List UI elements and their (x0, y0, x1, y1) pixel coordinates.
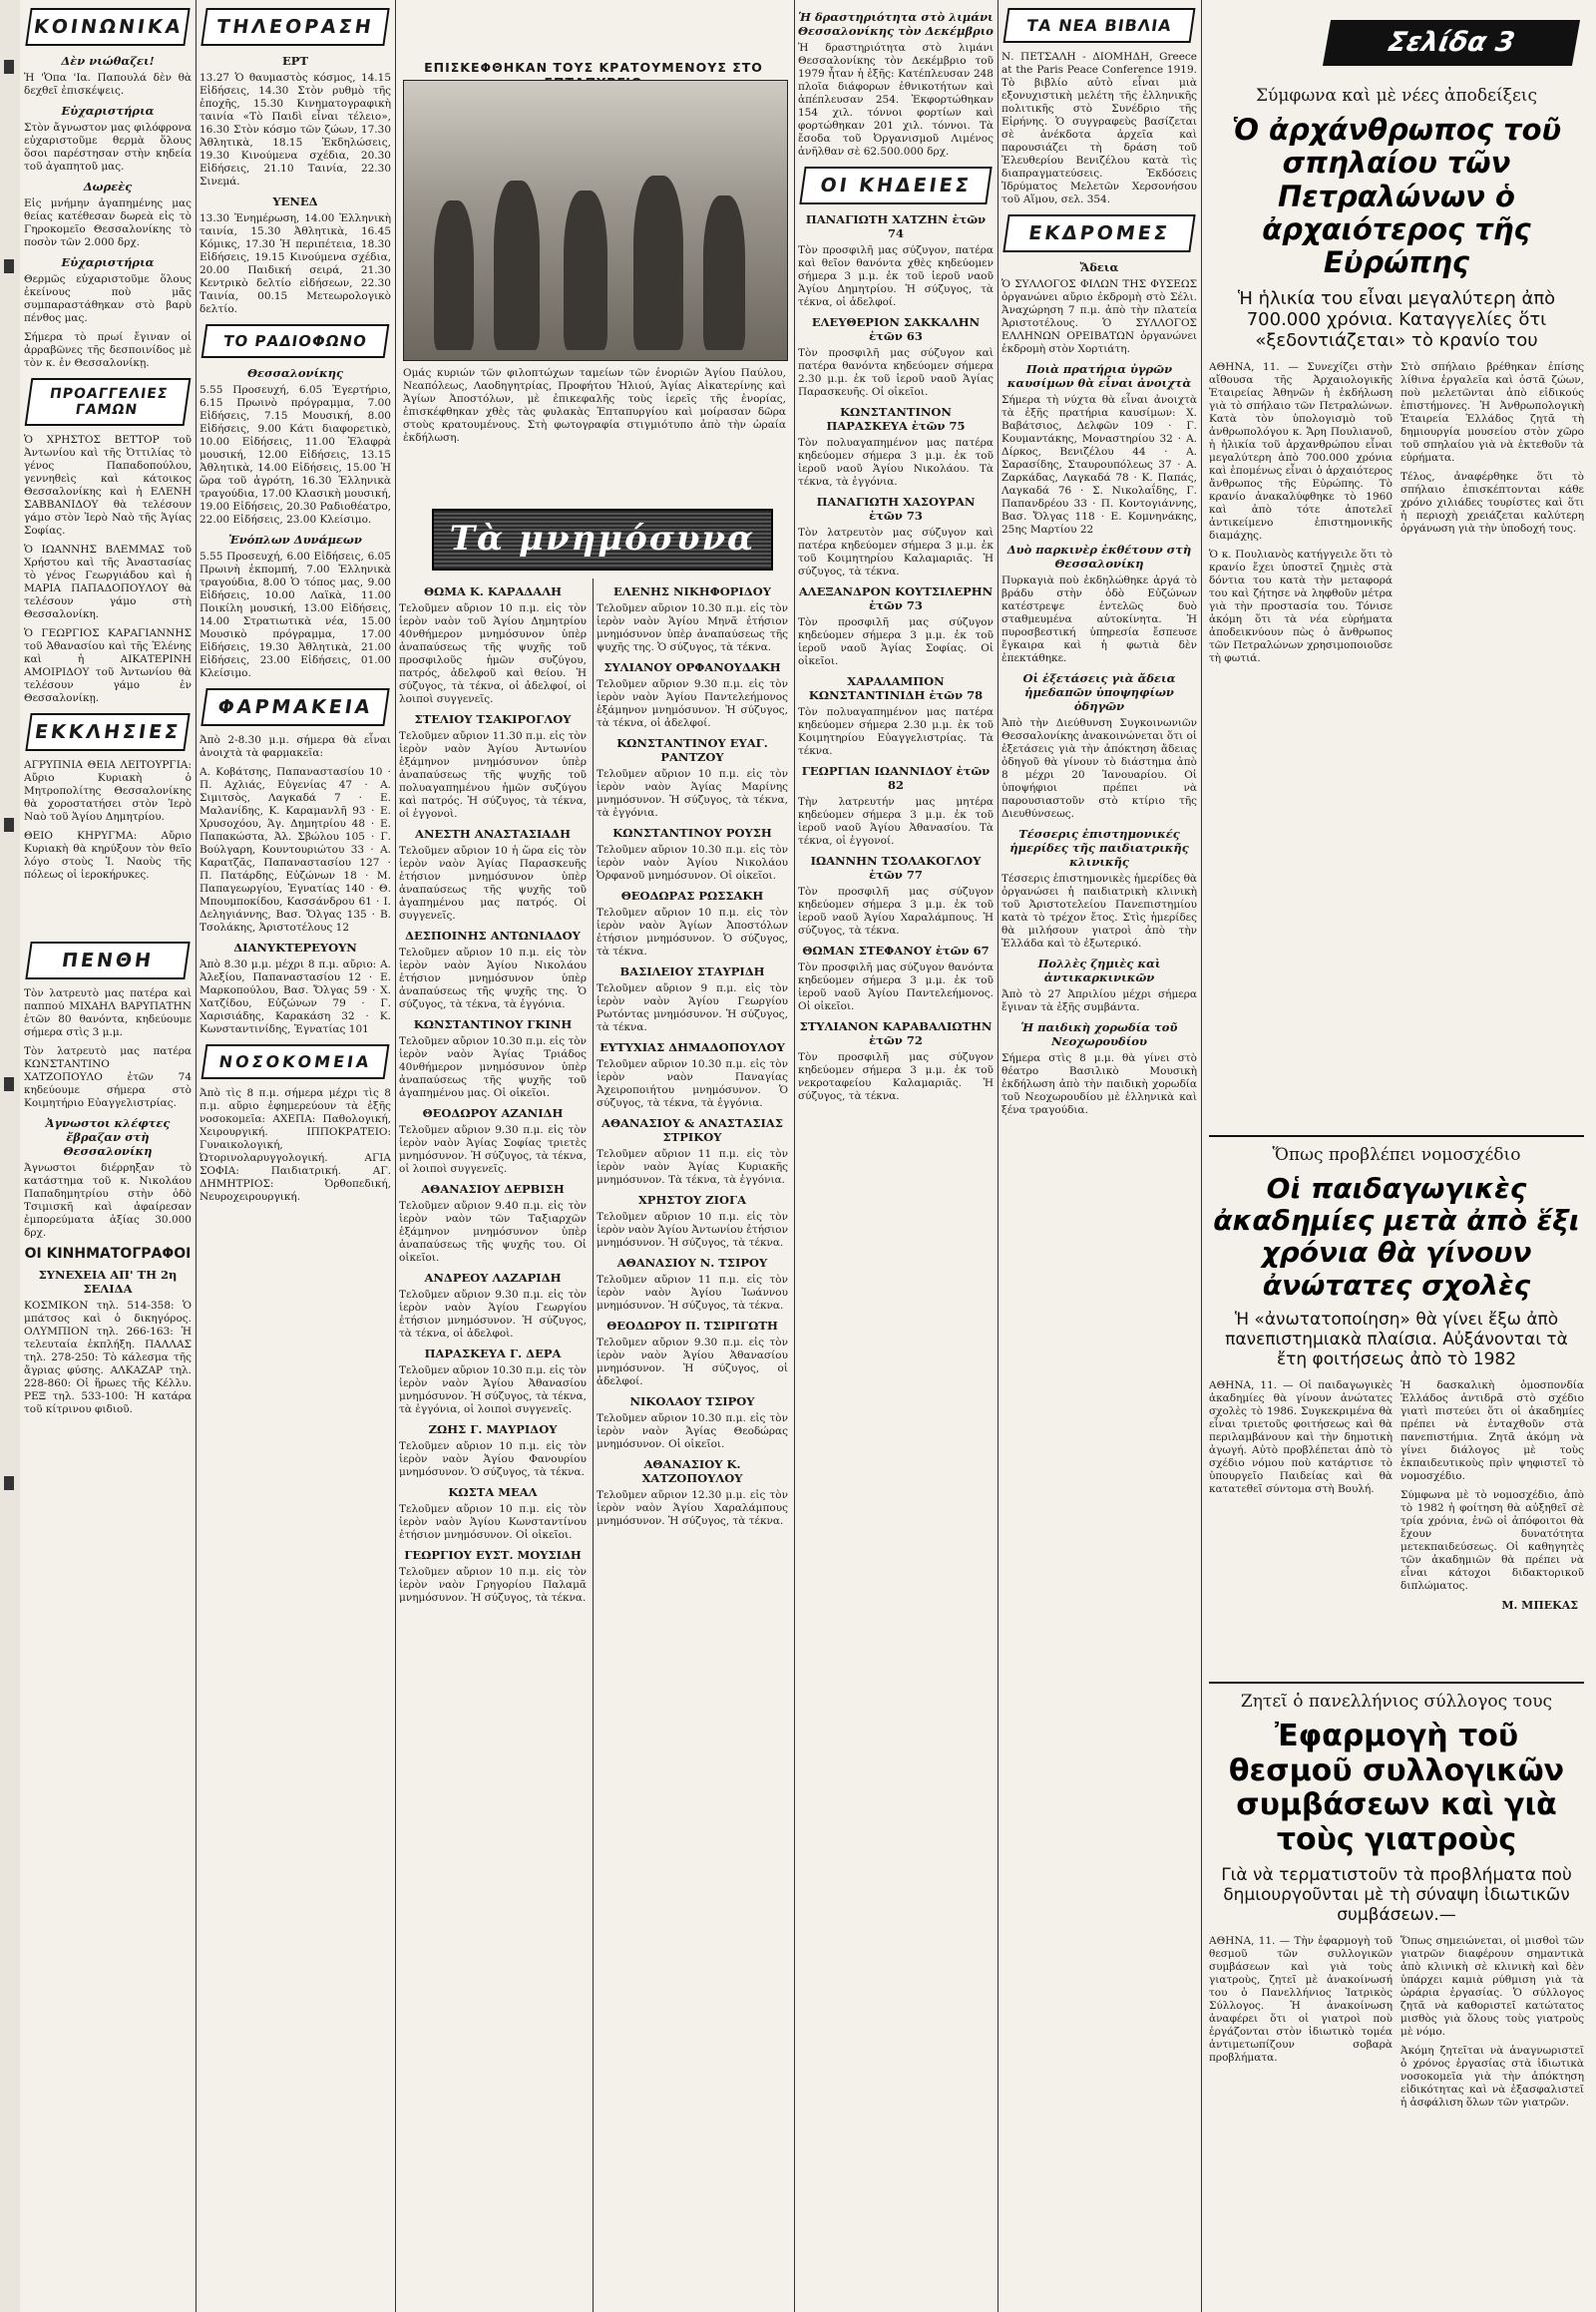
subhead: Πολλὲς ζημιὲς καὶ ἀντικαρκινικῶν (1037, 957, 1161, 984)
column-memorials-a (399, 578, 587, 2312)
lead-kicker: Σύμφωνα καὶ μὲ νέες ἀποδείξεις (1256, 86, 1537, 106)
subhead: Ποιὰ πρατήρια ὑγρῶν καυσίμων θὰ εἶναι ἀνοιχτὰ (1006, 362, 1192, 390)
tv-channel-ert: ΕΡΤ (282, 54, 308, 68)
paragraph: Τέσσερις ἐπιστημονικὲς ἡμερίδες θὰ ὀργανώσει ἡ παιδιατρικὴ κλινικὴ τοῦ Ἀριστοτελείου Πανεπιστημίου κατὰ τὸ τρέχον ἔτος. Στὶς ἡμερίδες θὰ μιλήσουν γιατροὶ ἀπὸ τὴν Ἑλλάδα καὶ τὸ ἐξωτερικό. (1001, 873, 1197, 950)
section-koinonika: ΚΟΙΝΩΝΙΚΑ (25, 8, 190, 46)
tv-schedule: 13.30 Ἐνημέρωση, 14.00 Ἑλληνικὴ ταινία, 15.30 Ἀθλητικὰ, 16.45 Κόμικς, 17.30 Ἡ περιπέτεια, 18.30 Εἰδήσεις, 19.15 Κινούμενα σχέδια, 20.00 Παιδική σειρά, 21.30 Κεντρικὸ δελτίο εἰδήσεων, 22.30 Ταινία, 00.15 Μετεωρολογικὸ δελτίο. (200, 212, 391, 315)
notice-text: Τὸν πολυαγαπημένον μας πατέρα κηδεύομεν σήμερα 3 μ.μ. ἐκ τοῦ ἱεροῦ ναοῦ Ἁγίου Νικολάου. Τὰ τέκνα, τὰ ἐγγόνια. (798, 437, 994, 488)
section-tileorasi: ΤΗΛΕΟΡΑΣΗ (200, 8, 389, 46)
subhead: Ἄδεια (1079, 260, 1119, 274)
notice-name: ΑΝΕΣΤΗ ΑΝΑΣΤΑΣΙΑΔΗ (415, 827, 571, 841)
notice-text: Τελοῦμεν αὔριον 10.30 π.μ. εἰς τὸν ἱερὸν ναὸν Ἁγίου Μηνᾶ ἐτήσιον μνημόσυνον ὑπὲρ ἀναπαύσεως τῆς ψυχῆς της. Ὁ σύζυγος, τὰ τέκνα. (597, 602, 788, 653)
church-notice: ΑΓΡΥΠΝΙΑ ΘΕΙΑ ΛΕΙΤΟΥΡΓΙΑ: Αὔριο Κυριακὴ ὁ Μητροπολίτης Θεσσαλονίκης θὰ χοροστατήσει στὸν Ἱερὸ Ναὸ τοῦ Ἁγίου Δημητρίου. (24, 759, 192, 823)
notice-name: ΚΩΝΣΤΑΝΤΙΝΟΥ ΡΟΥΣΗ (612, 826, 772, 840)
margin-mark (4, 259, 14, 273)
subhead: Ἡ δραστηριότητα στὸ λιμάνι Θεσσαλονίκης τὸν Δεκέμβριο (798, 10, 994, 38)
lead-body: Στὸ σπήλαιο βρέθηκαν ἐπίσης λίθινα ἐργαλεῖα καὶ ὀστᾶ ζώων, ποὺ μελετῶνται ἀπὸ εἰδικούς ἐπιστήμονες. Ἡ Ἀνθρωπολογικὴ Ἑταιρεία Ἑλλάδος ζητᾶ τὴ δημιουργία μουσείου στὸν χῶρο τοῦ σπηλαίου γιὰ νὰ ἐκτεθοῦν τὰ εὑρήματα. (1400, 360, 1584, 464)
subhead: Εὐχαριστήρια (61, 255, 155, 269)
margin-mark (4, 818, 14, 832)
section-nosokomeia: ΝΟΣΟΚΟΜΕΙΑ (201, 1044, 390, 1079)
paragraph: Θερμῶς εὐχαριστοῦμε ὅλους ἐκείνους ποὺ μᾶς συμπαραστάθηκαν στὸ βαρὺ πένθος μας. (24, 273, 192, 324)
notice-text: Τελοῦμεν αὔριον 10 π.μ. εἰς τὸν ἱερὸν ναὸν Ἁγίου Κωνσταντίνου ἐτήσιον μνημόσυνον. Οἱ οἰκεῖοι. (399, 1503, 587, 1541)
lead-article (1209, 80, 1584, 1177)
notice-name: ΣΥΛΙΑΝΟΥ ΟΡΦΑΝΟΥΔΑΚΗ (603, 660, 781, 674)
notice-name: ΑΘΑΝΑΣΙΟΥ ΔΕΡΒΙΣΗ (421, 1182, 565, 1196)
paragraph: Σήμερα τὸ πρωί ἔγιναν οἱ ἀρραβῶνες τῆς δεσποινίδος μὲ τὸν κ. ἐν Θεσσαλονίκῃ. (24, 331, 192, 369)
divider (1209, 1135, 1584, 1137)
paragraph: Ἀγνωστοι διέρρηξαν τὸ κατάστημα τοῦ κ. Νικολάου Παπαδημητρίου στὴν ὁδὸ Τσιμισκῆ καὶ ἀφαίρεσαν ἐμπορεύματα ἀξίας 30.000 δρχ. (24, 1162, 192, 1239)
column-rule (593, 578, 594, 2312)
notice-text: Τελοῦμεν αὔριον 9.30 π.μ. εἰς τὸν ἱερὸν ναὸν Ἁγίου Γεωργίου ἐτήσιον μνημόσυνον. Ἡ σύζυγος, τὰ τέκνα, οἱ ἀδελφοὶ. (399, 1289, 587, 1340)
notice-name: ΑΘΑΝΑΣΙΟΥ Κ. ΧΑΤΖΟΠΟΥΛΟΥ (641, 1457, 743, 1485)
notice-text: Τελοῦμεν αὔριον 10 π.μ. εἰς τὸν ἱερὸν ναὸν Ἁγίου Ἀντωνίου ἐτήσιον μνημόσυνον. Ἡ σύζυγος, τὰ τέκνα. (597, 1211, 788, 1249)
paragraph: Ἡ δραστηριότητα στὸ λιμάνι Θεσσαλονίκης τὸν Δεκέμβριο τοῦ 1979 ἦταν ἡ ἑξῆς: Κατέπλευσαν 248 πλοῖα διάφορων ἐθνικοτήτων καὶ ἀπέπλευσαν 254. Ἐκφορτώθηκαν 154 χιλ. τόννοι φορτίων καὶ φορτώθηκαν 201 χιλ. τόννοι. Τὰ ἔσοδα τοῦ Ὀργανισμοῦ Λιμένος ἀνῆλθαν σὲ 62.500.000 δρχ. (798, 42, 994, 158)
photo-caption: Ομάς κυριών τῶν φιλοπτώχων ταμείων τῶν ἐνοριῶν Ἁγίου Παύλου, Νεαπόλεως, Λαοδηγητρίας, Προφήτου Ἠλιού, Ἁγίας Αἰκατερίνης καὶ Ἁγίων Ἀποστόλων, μὲ ἐπικεφαλῆς τοὺς ἱερεῖς τῆς ἐνορίας, ἐπισκέφθηκαν χθὲς τὰς φυλακὰς Ἑπταπυργίου καὶ μοίρασαν δῶρα στοὺς κρατουμένους. Στὴ φωτογραφία στιγμιότυπο ἀπὸ τὴν ὡραία ἐκδήλωση. (403, 367, 786, 444)
section-penthi: ΠΕΝΘΗ (25, 942, 190, 979)
notice-text: Τελοῦμεν αὔριον 11.30 π.μ. εἰς τὸν ἱερὸν ναὸν Ἁγίου Ἀντωνίου ἑξάμηνον μνημόσυνον ὑπὲρ ἀναπαύσεως τῆς ψυχῆς τοῦ πολυαγαπημένου ἡμῶν συζύγου καὶ πατρός. Ἡ σύζυγος, τὰ τέκνα, οἱ ἐγγονοὶ. (399, 730, 587, 820)
section-proaggelies: ΠΡΟΑΓΓΕΛΙΕΣ ΓΑΜΩΝ (25, 378, 192, 426)
wedding-notice: Ὁ ΧΡΗΣΤΟΣ ΒΕΤΤΟΡ τοῦ Ἀντωνίου καὶ τῆς Ὀττιλίας τὸ γένος Παπαδοπούλου, γεννηθεὶς καὶ κάτοικος Θεσσαλονίκης καὶ ἡ ΕΛΕΝΗ ΣΑΒΒΑΝΙΔΟΥ θὰ τελέσουν γάμο στὸν Ἱερὸ Ναὸ τῆς Ἁγίας Σοφίας. (24, 434, 192, 537)
column-rule (1201, 0, 1202, 2312)
radio-schedule: 5.55 Προσευχή, 6.05 Ἐγερτήριο, 6.15 Πρωινὸ πρόγραμμα, 7.00 Εἰδήσεις, 7.15 Μουσική, 8.00 Εἰδήσεις, 9.00 Κάτι διαφορετικὸ, 10.00 Εἰδήσεις, 11.00 Ἐλαφρὰ μουσική, 12.00 Εἰδήσεις, 13.15 Ἀθλητικὰ, 14.00 Εἰδήσεις, 15.00 Ἡ ὥρα τοῦ ἀγρότη, 16.30 Ἑλληνικὰ τραγούδια, 17.00 Κλασικὴ μουσική, 19.00 Εἰδήσεις, 20.30 Ραδιοθέατρο, 22.00 Εἰδήσεις, 23.00 Κλείσιμο. (200, 384, 391, 526)
paragraph: Ἀπὸ τὸ 27 Ἀπριλίου μέχρι σήμερα ἔγιναν τὰ ἑξῆς συμβάντα. (1001, 988, 1197, 1013)
left-margin-strip (0, 0, 20, 2312)
notice-name: ΚΩΝΣΤΑΝΤΙΝΟΥ ΕΥΑΓ. ΡΑΝΤΖΟΥ (616, 736, 768, 764)
second-kicker: Ὅπως προβλέπει νομοσχέδιο (1272, 1145, 1521, 1165)
notice-name: ΧΡΗΣΤΟΥ ΖΙΟΓΑ (637, 1193, 747, 1207)
column-left (24, 0, 192, 2312)
byline: Μ. ΜΠΕΚΑΣ (1501, 1598, 1578, 1612)
second-body: ΑΘΗΝΑ, 11. — Οἱ παιδαγωγικὲς ἀκαδημίες θὰ γίνουν ἀνώτατες σχολὲς τὸ 1986. Συγκεκριμένα θὰ εἶναι τριετοῦς φοιτήσεως καὶ θὰ περιλαμβάνουν καὶ τὴν δημοτικὴ ἀγωγή. Αὐτὸ προβλέπεται ἀπὸ τὸ σχέδιο νόμου ποὺ κατάρτισε τὸ ὑπουργεῖο Παιδείας καὶ θὰ κατατεθεῖ σύντομα στὴ Βουλή. (1209, 1378, 1393, 1495)
column-listings (200, 0, 391, 2312)
subhead: Τέσσερις ἐπιστημονικές ἡμερίδες τῆς παιδιατρικῆς κλινικῆς (1009, 827, 1189, 869)
book-review: Ν. ΠΕΤΣΑΛΗ - ΔΙΟΜΗΔΗ, Greece at the Paris Peace Conference 1919. Τὸ βιβλίο αὐτὸ εἶναι μιὰ εξονυχιστικὴ μελέτη τῆς ἑλληνικῆς πολιτικῆς στὸ Συνέδριο τῆς Εἰρήνης. Ὁ συγγραφεὺς βασίζεται σὲ ἀνέκδοτα ἀρχεῖα καὶ παρουσιάζει τὴ δράση τοῦ Ἐλευθερίου Βενιζέλου κατὰ τὶς διαπραγματεύσεις. Ἐκδόσεις Ἱδρύματος Μελετῶν Χερσονήσου τοῦ Αἵμου, σελ. 354. (1001, 51, 1197, 205)
news-photo (403, 80, 788, 361)
notice-text: Τελοῦμεν αὔριον 9.30 π.μ. εἰς τὸν ἱερὸν ναὸν Ἁγίου Παντελεήμονος ἑξάμηνον μνημόσυνον. Ἡ σύζυγος, τὰ τέκνα, οἱ ἀδελφοί. (597, 678, 788, 729)
subhead: Ἀγνωστοι κλέφτες ἔβραζαν στὴ Θεσσαλονίκη (45, 1116, 171, 1158)
banner-mnimosyna (432, 509, 773, 571)
paragraph: Ἡ 'Ὁπα 'Ια. Παπουλά δὲν θὰ δεχθεῖ ἐπισκέψεις. (24, 72, 192, 97)
section-radiofono: ΤΟ ΡΑΔΙΟΦΩΝΟ (201, 324, 390, 358)
divider (1209, 1682, 1584, 1684)
paragraph: Ἀπὸ τὴν Διεύθυνση Συγκοινωνιῶν Θεσσαλονίκης ἀνακοινώνεται ὅτι οἱ ἐξετάσεις γιὰ τὴν ἀπόκτηση ἄδειας ὁδηγοῦ θὰ γίνουν τὸ διάστημα ἀπὸ 8 μέχρι 20 Ἰανουαρίου. Οἱ ὑποψήφιοι πρέπει νὰ παρουσιαστοῦν στὸ κτίριο τῆς Διευθύνσεως. (1001, 717, 1197, 820)
column-rule (196, 0, 197, 2312)
paragraph: Πυρκαγιὰ ποὺ ἐκδηλώθηκε ἀργά τὸ βράδυ στὴν ὁδὸ Εὐζώνων κατέστρεψε ἐντελῶς δυὸ σταθμευμένα αὐτοκίνητα. Ἡ πυροσβεστική ὑπηρεσία ἔσπευσε ἔγκαιρα καὶ ἡ φωτιὰ δὲν ἐπεκτάθηκε. (1001, 575, 1197, 664)
notice-text: Τὸν προσφιλῆ μας σύζυγον καὶ πατέρα θανόντα κηδεύομεν σήμερα 2.30 μ.μ. ἐκ τοῦ ἱεροῦ ναοῦ Ἁγίας Παρασκευῆς. Οἱ οἰκεῖοι. (798, 347, 994, 398)
third-deck: Γιὰ νὰ τερματιστοῦν τὰ προβλήματα ποὺ δημιουργοῦνται μὲ τὴ σύναψη ἰδιωτικῶν συμβάσεων.— (1221, 1865, 1572, 1925)
column-books (1001, 0, 1197, 2312)
notice-name: ΘΩΜΑ Κ. ΚΑΡΑΔΑΛΗ (423, 584, 563, 598)
notice-text: Τελοῦμεν αὔριον 10 π.μ. εἰς τὸν ἱερὸν ναὸν Ἁγίου Νικολάου ἐτήσιον μνημόσυνον ὑπὲρ ἀναπαύσεως τῆς ψυχῆς της. Ὁ σύζυγος, τὰ τέκνα, τὰ ἐγγόνια. (399, 947, 587, 1010)
notice-text: Τελοῦμεν αὔριον 10.30 π.μ. εἰς τὸν ἱερὸν ναὸν Ἁγίας Θεοδώρας μνημόσυνον. Οἱ οἰκεῖοι. (597, 1412, 788, 1450)
notice-text: Τελοῦμεν αὔριον 10 π.μ. εἰς τὸν ἱερὸν ναὸν Ἁγίου Φανουρίου μνημόσυνον. Ὁ σύζυγος, τὰ τέκνα. (399, 1440, 587, 1478)
section-ekklisies: ΕΚΚΛΗΣΙΕΣ (25, 713, 190, 751)
notice-name: ΚΩΝΣΤΑΝΤΙΝΟΥ ΓΚΙΝΗ (413, 1017, 573, 1031)
notice-name: ΧΑΡΑΛΑΜΠΟΝ ΚΩΝΣΤΑΝΤΙΝΙΔΗ ἐτῶν 78 (808, 674, 984, 702)
notice-name: ΑΘΑΝΑΣΙΟΥ & ΑΝΑΣΤΑΣΙΑΣ ΣΤΡΙΚΟΥ (601, 1116, 783, 1144)
second-body: Ἡ δασκαλικὴ ὁμοσπονδία Ἑλλάδος ἀντιδρᾶ στὸ σχέδιο γιατὶ πιστεύει ὅτι οἱ ἀκαδημίες πρέπει νὰ ἐνταχθοῦν στὰ πανεπιστήμια. Ζητᾶ ἀκόμη νὰ γίνει διάλογος μὲ τοὺς ἐκπαιδευτικοὺς πρὶν ψηφιστεῖ τὸ νομοσχέδιο. (1400, 1378, 1584, 1482)
notice-name: ΠΑΝΑΓΙΩΤΗ ΧΑΣΟΥΡΑΝ ἐτῶν 73 (816, 495, 976, 523)
pharmacy-night-list: Ἀπὸ 8.30 μ.μ. μέχρι 8 π.μ. αὔριο: Α. Ἀλεξίου, Παπαναστασίου 12 · Ε. Μαρκοπούλου, Βασ. Ὄλγας 59 · Χ. Χατζίδου, Εὐζώνων 79 · Γ. Χαρισιάδης, Καρακάση 32 · Κ. Κωνσταντινίδης, Ἐγνατίας 101 (200, 959, 391, 1035)
notice-name: ΘΕΟΔΩΡΟΥ ΑΖΑΝΙΔΗ (422, 1106, 564, 1120)
notice-name: ΝΙΚΟΛΑΟΥ ΤΣΙΡΟΥ (629, 1394, 755, 1408)
third-body: ΑΘΗΝΑ, 11. — Τὴν ἐφαρμογὴ τοῦ θεσμοῦ τῶν συλλογικῶν συμβάσεων καὶ γιὰ τοὺς γιατροὺς, ζητεῖ μὲ ἀνακοίνωσή του ὁ Πανελλήνιος Ἰατρικὸς Σύλλογος. Ἡ ἀνακοίνωση ἀναφέρει ὅτι οἱ γιατροὶ ποὺ ἐργάζονται στὸν ἰδιωτικὸ τομέα ἀντιμετωπίζουν σοβαρὰ προβλήματα. (1209, 1935, 1393, 2064)
notice-text: Τελοῦμεν αὔριον 10.30 π.μ. εἰς τὸν ἱερὸν ναὸν Ἁγίας Τριάδος 40νθήμερον μνημόσυνον ὑπὲρ ἀναπαύσεως τῆς ψυχῆς τοῦ ἀγαπημένου μας. Οἱ οἰκεῖοι. (399, 1035, 587, 1099)
second-headline: Οἱ παιδαγωγικὲς ἀκαδημίες μετὰ ἀπὸ ἕξι χρόνια θὰ γίνουν ἀνώτατες σχολὲς (1213, 1172, 1580, 1302)
third-body: Ἀκόμη ζητεῖται νὰ ἀναγνωριστεῖ ὁ χρόνος ἐργασίας στὰ ἰδιωτικὰ νοσοκομεῖα γιὰ τὴν ἀπόκτηση εἰδικότητας καὶ νὰ ἐξασφαλιστεῖ ἡ ἀσφάλιση ὅλων τῶν γιατρῶν. (1400, 2045, 1584, 2109)
subhead: Ἡ παιδικὴ χορωδία τοῦ Νεοχωρουδίου (1020, 1020, 1178, 1048)
radio-station: Ἐνόπλων Δυνάμεων (228, 533, 362, 547)
section-nea-vivlia: ΤΑ ΝΕΑ ΒΙΒΛΙΑ (1003, 8, 1196, 43)
notice-text: Τελοῦμεν αὔριον 9 π.μ. εἰς τὸν ἱερὸν ναὸν Ἁγίου Γεωργίου Ρωτόντας μνημόσυνον. Ἡ σύζυγος, τὰ τέκνα. (597, 982, 788, 1033)
notice-text: Τὸν πολυαγαπημένον μας πατέρα κηδεύομεν σήμερα 2.30 μ.μ. ἐκ τοῦ Κοιμητηρίου Εὐαγγελιστρίας. Τὰ τέκνα. (798, 706, 994, 757)
notice-text: Τελοῦμεν αὔριον 11 π.μ. εἰς τὸν ἱερὸν ναὸν Ἁγίου Ἰωάννου μνημόσυνον. Ἡ σύζυγος, τὰ τέκνα. (597, 1274, 788, 1312)
notice-name: ΕΛΕΝΗΣ ΝΙΚΗΦΟΡΙΔΟΥ (613, 584, 771, 598)
section-ekdromes: ΕΚΔΡΟΜΕΣ (1002, 214, 1195, 252)
notice-name: ΒΑΣΙΛΕΙΟΥ ΣΤΑΥΡΙΔΗ (619, 964, 765, 978)
notice-name: ΣΤΕΛΙΟΥ ΤΣΑΚΙΡΟΓΛΟΥ (414, 712, 572, 726)
notice-text: Τὴν λατρευτήν μας μητέρα κηδεύομεν σήμερα 3 μ.μ. ἐκ τοῦ ἱεροῦ ναοῦ Ἁγίου Ἀθανασίου. Τὰ τέκνα, οἱ ἐγγονοί. (798, 796, 994, 847)
wedding-notice: Ὁ ΙΩΑΝΝΗΣ ΒΛΕΜΜΑΣ τοῦ Χρήστου καὶ τῆς Ἀναστασίας τὸ γένος Γεωργιάδου καὶ ἡ ΜΑΡΙΑ ΠΑΠΑΔΟΠΟΥΛΟΥ θὰ τελέσουν γάμο στὴ Θεσσαλονίκη. (24, 544, 192, 620)
second-body: Σύμφωνα μὲ τὸ νομοσχέδιο, ἀπὸ τὸ 1982 ἡ φοίτηση θὰ αὐξηθεῖ σὲ τρία χρόνια, ἐνῶ οἱ ἀπόφοιτοι θὰ ἔχουν δυνατότητα μετεκπαιδεύσεως. Οἱ καθηγητὲς τῶν ἀκαδημιῶν θὰ πρέπει νὰ εἶναι κάτοχοι διδακτορικοῦ διπλώματος. (1400, 1488, 1584, 1592)
lead-body: Τέλος, ἀναφέρθηκε ὅτι τὸ σπήλαιο ἐπισκέπτονται κάθε χρόνο χιλιάδες τουρίστες καὶ ὅτι ἡ περιοχὴ χρειάζεται καλύτερη ὀργάνωση γιὰ τὴν ὑποδοχή τους. (1400, 470, 1584, 535)
pharmacy-list: Α. Κοβάτσης, Παπαναστασίου 10 · Π. Αχλιάς, Εὐγενίας 47 · Α. Σιμιτσὸς, Λαγκαδά 7 · Ε. Μαλανίδης, Κ. Καραμανλῆ 93 · Ε. Χρυσοχόου, Ἁγ. Δημητρίου 48 · Ε. Παπακώστα, Ἀλ. Σβώλου 105 · Γ. Βούλγαρη, Κουντουριώτου 33 · Α. Καρατζᾶς, Παπαναστασίου 127 · Π. Πατάρδης, Εὐζώνων 18 · Μ. Παπαγεωργίου, Ἐγνατίας 140 · Θ. Μπουμποκίδου, Κασσάνδρου 61 · Ι. Δεληγιάννης, Βασ. Ὄλγας 135 · Β. Τσολάκης, Ἀριστοτέλους 12 (200, 766, 391, 934)
tv-schedule: 13.27 Ὁ θαυμαστὸς κόσμος, 14.15 Εἰδήσεις, 14.30 Στὸν ρυθμὸ τῆς ἐποχῆς, 15.30 Κινηματογραφικὴ ταινία «Τὸ Παιδὶ εἶναι τέλειο», 16.30 Στὸν κόσμο τῶν ζώων, 17.30 Ἀθλητικὰ, 18.15 Ἐκδηλώσεις, 19.30 Κινούμενα σχέδια, 20.30 Εἰδήσεις, 21.10 Ταινία, 22.30 Σινεμά. (200, 72, 391, 188)
cinema-listings: ΚΟΣΜΙΚΟΝ τηλ. 514-358: Ὁ μπάτσος καὶ ὁ δικηγόρος. ΟΛΥΜΠΙΟΝ τηλ. 266-163: Ἡ τελευταία ἐκπλήξη. ΠΑΛΛΑΣ τηλ. 278-250: Τὸ κάλεσμα τῆς ἄγριας φύσης. ΑΛΚΑΖΑΡ τηλ. 228-860: Οἱ ἥρωες τῆς Κέλλυ. ΡΕΞ τηλ. 533-100: Ἡ κατάρα τοῦ κίτρινου φιδιοῦ. (24, 1300, 192, 1415)
hospitals-list: Ἀπὸ τὶς 8 π.μ. σήμερα μέχρι τὶς 8 π.μ. αὔριο ἐφημερεύουν τὰ ἑξῆς νοσοκομεῖα: ΑΧΕΠΑ: Παθολογική, Χειρουργική. ΙΠΠΟΚΡΑΤΕΙΟ: Γυναικολογική, Ὠτορινολαρυγγολογική. ΑΓΙΑ ΣΟΦΙΑ: Παιδιατρική. ΑΓ. ΔΗΜΗΤΡΙΟΣ: Ὀρθοπεδική, Νευροχειρουργική. (200, 1087, 391, 1203)
notice-text: Τελοῦμεν αὔριον 10.30 π.μ. εἰς τὸν ἱερὸν ναὸν Ἁγίου Νικολάου Ὀρφανοῦ μνημόσυνον. Οἱ οἰκεῖοι. (597, 844, 788, 882)
notice-name: ΙΩΑΝΝΗΝ ΤΣΟΛΑΚΟΓΛΟΥ ἐτῶν 77 (810, 854, 982, 882)
subhead: Δωρεὲς (83, 180, 133, 193)
notice-text: Τελοῦμεν αὔριον 9.30 π.μ. εἰς τὸν ἱερὸν ναὸν Ἁγίου Ἀθανασίου μνημόσυνον. Ἡ σύζυγος, οἱ ἀδελφοί. (597, 1337, 788, 1387)
radio-schedule: 5.55 Προσευχή, 6.00 Εἰδήσεις, 6.05 Πρωινὴ ἐκπομπή, 7.00 Ἑλληνικὰ τραγούδια, 8.00 Ὁ τόπος μας, 9.00 Εἰδήσεις, 10.00 Λαϊκὰ, 11.00 Ποικίλη μουσική, 13.00 Εἰδήσεις, 14.00 Στρατιωτικὰ νέα, 15.00 Μουσικὸ πρόγραμμα, 17.00 Εἰδήσεις, 19.30 Ἀθλητικὰ, 21.00 Εἰδήσεις, 23.00 Εἰδήσεις, 01.00 Κλείσιμο. (200, 551, 391, 679)
notice-name: ΘΩΜΑΝ ΣΤΕΦΑΝΟΥ ἐτῶν 67 (802, 944, 990, 958)
lead-body: ΑΘΗΝΑ, 11. — Συνεχίζει στὴν αἴθουσα τῆς Ἀρχαιολογικῆς Ἑταιρείας Ἀθηνῶν ἡ ἐκδήλωση γιὰ τὸ σπήλαιο τῶν Πετραλώνων. Κατὰ τὸν ὑπολογισμὸ τοῦ ἀνθρωπολόγου κ. Ἄρη Πουλιανοῦ, ἡ ἡλικία τοῦ ἀρχανθρώπου εἶναι μεγαλύτερη ἀπὸ 700.000 χρόνια καὶ ἑπομένως εἶναι ὁ ἀρχαιότερος ἄνθρωπος τῆς Εὐρώπης. Τὸ κρανίο ἀνακαλύφθηκε τὸ 1960 καὶ ἀπὸ τότε ἀποτελεῖ ἀντικείμενο ἐπιστημονικῆς διαμάχης. (1209, 360, 1393, 542)
section-farmakeia: ΦΑΡΜΑΚΕΙΑ (200, 688, 389, 726)
notice-text: Τὸν λατρευτὸν μας σύζυγον καὶ πατέρα κηδεύομεν σήμερα 3 μ.μ. ἐκ τοῦ Κοιμητηρίου Καλαμαριᾶς. Ἡ σύζυγος, τὰ τέκνα. (798, 527, 994, 578)
lead-deck: Ἡ ἡλικία του εἶναι μεγαλύτερη ἀπὸ 700.000 χρόνια. Καταγγελίες ὅτι «ξεδοντιάζεται» τὸ κρανίο του (1237, 287, 1556, 351)
notice-text: Τὸν προσφιλῆ μας σύζυγον, πατέρα καὶ θεῖον θανόντα χθὲς κηδεύομεν σήμερα 3 μ.μ. ἐκ τοῦ ἱεροῦ ναοῦ Ἁγίου Δημητρίου. Ἡ σύζυγος, τὰ τέκνα, οἱ ἀδελφοί. (798, 244, 994, 308)
notice-name: ΕΛΕΥΘΕΡΙΟΝ ΣΑΚΚΑΛΗΝ ἐτῶν 63 (811, 315, 981, 343)
margin-mark (4, 60, 14, 74)
notice-text: Τελοῦμεν αὔριον 12.30 μ.μ. εἰς τὸν ἱερὸν ναὸν Ἁγίου Χαραλάμπους μνημόσυνον. Ἡ σύζυγος, τὰ τέκνα. (597, 1489, 788, 1527)
notice-name: ΘΕΟΔΩΡΟΥ Π. ΤΣΙΡΙΓΩΤΗ (606, 1319, 778, 1333)
notice-name: ΚΩΣΤΑ ΜΕΑΛ (448, 1485, 538, 1499)
notice-text: Τελοῦμεν αὔριον 9.30 π.μ. εἰς τὸν ἱερὸν ναὸν Ἁγίας Σοφίας τριετὲς μνημόσυνον. Ἡ σύζυγος, τὰ τέκνα, οἱ λοιποὶ συγγενεῖς. (399, 1124, 587, 1175)
column-rule (794, 0, 795, 2312)
notice-name: ΘΕΟΔΩΡΑΣ ΡΩΣΣΑΚΗ (620, 889, 764, 903)
subhead: ΔΙΑΝΥΚΤΕΡΕΥΟΥΝ (233, 941, 357, 955)
notice-text: Τελοῦμεν αὔριον 10 ἡ ὥρα εἰς τὸν ἱερὸν ναὸν Ἁγίας Παρασκευῆς ἐτήσιον μνημόσυνον ὑπὲρ ἀναπαύσεως τῆς ψυχῆς τοῦ ἀγαπημένου μας πατρός. Οἱ συγγενεῖς. (399, 845, 587, 922)
page-number-tab: Σελίδα 3 (1323, 20, 1580, 66)
third-headline: Ἐφαρμογὴ τοῦ θεσμοῦ συλλογικῶν συμβάσεων καὶ γιὰ τοὺς γιατροὺς (1228, 1719, 1565, 1857)
section-kideies: ΟΙ ΚΗΔΕΙΕΣ (799, 167, 992, 204)
wedding-notice: Ὁ ΓΕΩΡΓΙΟΣ ΚΑΡΑΓΙΑΝΝΗΣ τοῦ Ἀθανασίου καὶ τῆς Ἑλένης καὶ ἡ ΑΙΚΑΤΕΡΙΝΗ ΑΜΟΙΡΙΔΟΥ τοῦ Ἀντωνίου θὰ τελέσουν γάμο ἐν Θεσσαλονίκῃ. (24, 627, 192, 704)
notice-name: ΑΛΕΞΑΝΔΡΟΝ ΚΟΥΤΣΙΛΕΡΗΝ ἐτῶν 73 (798, 584, 994, 612)
paragraph: Ὁ ΣΥΛΛΟΓΟΣ ΦΙΛΩΝ ΤΗΣ ΦΥΣΕΩΣ ὀργανώνει αὔριο ἐκδρομὴ στὸ Σέλι. Ἀναχώρηση 7 π.μ. ἀπὸ τὴν πλατεία Ἀριστοτέλους. Ὁ ΣΥΛΛΟΓΟΣ ΕΛΛΗΝΩΝ ΟΡΕΙΒΑΤΩΝ ὀργανώνει ἐκδρομὴ στὸν Χορτιάτη. (1001, 278, 1197, 355)
notice-name: ΓΕΩΡΓΙΟΥ ΕΥΣΤ. ΜΟΥΣΙΔΗ (404, 1548, 582, 1562)
notice-name: ΠΑΡΑΣΚΕΥΑ Γ. ΔΕΡΑ (424, 1347, 562, 1360)
paragraph: Σήμερα στὶς 8 μ.μ. θὰ γίνει στὸ θέατρο Βασιλικὸ Μουσικὴ ἐκδήλωση ἀπὸ τὴν παιδικὴ χορωδία τοῦ Νεοχωρουδίου μὲ ἑλληνικὰ καὶ ξένα τραγούδια. (1001, 1052, 1197, 1116)
notice-text: Τελοῦμεν αὔριον 9.40 π.μ. εἰς τὸν ἱερὸν ναὸν τῶν Ταξιαρχῶν ἑξάμηνον μνημόσυνον ὑπὲρ ἀναπαύσεως τῆς ψυχῆς του. Οἱ οἰκεῖοι. (399, 1200, 587, 1264)
section-kinimatografoi: ΟΙ ΚΙΝΗΜΑΤΟΓΡΑΦΟΙ (24, 1246, 192, 1262)
subhead: Οἱ ἐξετάσεις γιὰ ἄδεια ἡμεδαπῶν ὑποψηφίων ὁδηγῶν (1022, 671, 1176, 713)
banner-title: Τὰ μνημόσυνα (449, 519, 756, 559)
notice-name: ΚΩΝΣΤΑΝΤΙΝΟΝ ΠΑΡΑΣΚΕΥΑ ἐτῶν 75 (826, 405, 966, 433)
notice-text: Τὸν προσφιλῆ μας σύζυγον κηδεύομεν σήμερα 3 μ.μ. ἐκ τοῦ ἱεροῦ ναοῦ Ἁγίου Χαραλάμπους. Ἡ σύζυγος, τὰ τέκνα. (798, 886, 994, 937)
fuel-stations-list: Σήμερα τὴ νύχτα θὰ εἶναι ἀνοιχτὰ τὰ ἑξῆς πρατήρια καυσίμων: Χ. Βαβάτσιος, Δελφῶν 109 · Γ. Κουμαντάκης, Μοναστηρίου 32 · Α. Δίρκος, Βενιζέλου 44 · Α. Σαρασίδης, Σταυρουπόλεως 37 · Α. Ζαρκάδας, Λαγκαδά 78 · Κ. Παπάς, Λαγκαδά 76 · Σ. Νικολαΐδης, Γ. Παπανδρέου 33 · Π. Κοντογιάννης, Βασ. Ὄλγας 118 · Ε. Κομνηνάκης, 25ης Μαρτίου 22 (1001, 394, 1197, 536)
lead-body: Ὁ κ. Πουλιανὸς κατήγγειλε ὅτι τὸ κρανίο ἔχει ὑποστεῖ ζημιὲς στὰ δόντια του κατὰ τὴν μεταφορά του καὶ ζήτησε νὰ ληφθοῦν μέτρα γιὰ τὴν προστασία του. Τόνισε ἀκόμη ὅτι τὰ νέα εὑρήματα ἀποδεικνύουν πὼς ὁ ἄνθρωπος τῶν Πετραλώνων χρησιμοποιοῦσε τὴ φωτιά. (1209, 548, 1393, 664)
mourning-notice: Τὸν λατρευτὸ μας πατέρα ΚΩΝΣΤΑΝΤΙΝΟ ΧΑΤΖΟΠΟΥΛΟ ἐτῶν 74 κηδεύουμε σήμερα στὸ Κοιμητήριο Εὐαγγελιστρίας. (24, 1045, 192, 1109)
notice-text: Τελοῦμεν αὔριον 10.30 π.μ. εἰς τὸν ἱερὸν ναὸν Ἁγίου Ἀθανασίου μνημόσυνον. Ἡ σύζυγος, τὰ τέκνα, τὰ ἐγγόνια, οἱ λοιποὶ συγγενεῖς. (399, 1364, 587, 1415)
subhead: Δὲν νιώθαζει! (61, 54, 155, 68)
column-rule (395, 0, 396, 2312)
notice-text: Τελοῦμεν αὔριον 10.30 π.μ. εἰς τὸν ἱερὸν ναὸν Παναγίας Ἀχειροποιήτου μνημόσυνον. Ὁ σύζυγος, τὰ τέκνα, τὰ ἐγγόνια. (597, 1058, 788, 1109)
margin-mark (4, 1476, 14, 1490)
subhead: Δυὸ παρκινὲρ ἐκθέτουν στὴ Θεσσαλονίκη (1006, 543, 1192, 571)
notice-text: Τὸν προσφιλῆ μας σύζυγον θανόντα κηδεύομεν σήμερα 3 μ.μ. ἐκ τοῦ ἱεροῦ ναοῦ Ἁγίου Παντελεήμονος. Οἱ οἰκεῖοι. (798, 962, 994, 1012)
notice-text: Τελοῦμεν αὔριον 10 π.μ. εἰς τὸν ἱερὸν ναὸν Ἁγίων Ἀποστόλων ἐτήσιον μνημόσυνον. Ὁ σύζυγος, τὰ τέκνα. (597, 907, 788, 958)
radio-station: Θεσσαλονίκης (246, 366, 344, 380)
notice-text: Τελοῦμεν αὔριον 10 π.μ. εἰς τὸν ἱερὸν ναὸν Ἁγίας Μαρίνης μνημόσυνον. Ἡ σύζυγος, τὰ τέκνα, τὰ ἐγγόνια. (597, 768, 788, 819)
column-funerals (798, 0, 994, 2312)
notice-text: Τελοῦμεν αὔριον 10 π.μ. εἰς τὸν ἱερὸν ναὸν Γρηγορίου Παλαμᾶ μνημόσυνον. Ἡ σύζυγος, τὰ τέκνα. (399, 1566, 587, 1604)
notice-text: Τὸν προσφιλῆ μας σύζυγον κηδεύομεν σήμερα 3 μ.μ. ἐκ τοῦ νεκροταφείου Καλαμαριᾶς. Ἡ σύζυγος, τὰ τέκνα. (798, 1051, 994, 1102)
mourning-notice: Τὸν λατρευτὸ μας πατέρα καὶ παππού ΜΙΧΑΗΛ ΒΑΡΥΠΑΤΗΝ ἐτῶν 80 θανόντα, κηδεύουμε σήμερα στὶς 3 μ.μ. (24, 987, 192, 1038)
notice-name: ΕΥΤΥΧΙΑΣ ΔΗΜΑΔΟΠΟΥΛΟΥ (599, 1040, 785, 1054)
photo-title: ΕΠΙΣΚΕΦΘΗΚΑΝ ΤΟΥΣ ΚΡΑΤΟΥΜΕΝΟΥΣ ΣΤΟ (424, 60, 763, 75)
notice-name: ΔΕΣΠΟΙΝΗΣ ΑΝΤΩΝΙΑΔΟΥ (405, 929, 581, 943)
notice-text: Τὸν προσφιλῆ μας σύζυγον κηδεύομεν σήμερα 3 μ.μ. ἐκ τοῦ ἱεροῦ ναοῦ Ἁγίας Σοφίας. Οἱ οἰκεῖοι. (798, 616, 994, 667)
notice-name: ΠΑΝΑΓΙΩΤΗ ΧΑΤΖΗΝ ἐτῶν 74 (805, 212, 987, 240)
second-article (1209, 1139, 1584, 1678)
third-body: Ὅπως σημειώνεται, οἱ μισθοὶ τῶν γιατρῶν διαφέρουν σημαντικὰ ἀπὸ κλινικὴ σὲ κλινικὴ καὶ δὲν ὑπάρχει καμιὰ ρύθμιση γιὰ τὰ ὡράρια ἐργασίας. Ὁ σύλλογος ζητᾶ νὰ καθοριστεῖ κατώτατος μισθὸς γιὰ ὅλους τοὺς γιατροὺς μὲ νόμο. (1400, 1935, 1584, 2038)
tv-channel-yened: ΥΕΝΕΔ (272, 194, 318, 208)
notice-name: ΓΕΩΡΓΙΑΝ ΙΩΑΝΝΙΔΟΥ ἐτῶν 82 (801, 764, 991, 792)
lead-headline: Ὁ ἀρχάνθρωπος τοῦ σπηλαίου τῶν Πετραλώνων ὁ ἀρχαιότερος τῆς Εὐρώπης (1231, 113, 1562, 280)
subhead: ΣΥΝΕΧΕΙΑ ΑΠ' ΤΗ 2η ΣΕΛΙΔΑ (38, 1268, 178, 1296)
notice-name: ΖΩΗΣ Γ. ΜΑΥΡΙΔΟΥ (428, 1422, 558, 1436)
third-article (1209, 1686, 1584, 2312)
notice-name: ΑΝΔΡΕΟΥ ΛΑΖΑΡΙΔΗ (424, 1271, 562, 1285)
notice-name: ΣΤΥΛΙΑΝΟΝ ΚΑΡΑΒΑΛΙΩΤΗΝ ἐτῶν 72 (799, 1019, 993, 1047)
church-notice: ΘΕΙΟ ΚΗΡΥΓΜΑ: Αὔριο Κυριακὴ θὰ κηρύξουν τὸν θεῖο λόγο στοὺς Ἱ. Ναοὺς τῆς πόλεως οἱ ἱεροκήρυκες. (24, 830, 192, 881)
third-kicker: Ζητεῖ ὁ πανελλήνιος σύλλογος τους (1240, 1692, 1553, 1712)
pharmacy-intro: Ἀπὸ 2-8.30 μ.μ. σήμερα θὰ εἶναι ἀνοιχτὰ τὰ φαρμακεῖα: (200, 734, 391, 759)
column-memorials-b (597, 578, 788, 2312)
paragraph: Εἰς μνήμην ἀγαπημένης μας θείας κατέθεσαν δωρεὰ εἰς τὸ Γηροκομεῖο Θεσσαλονίκης τὸ ποσὸν τῶν 2.000 δρχ. (24, 197, 192, 248)
notice-text: Τελοῦμεν αὔριον 10 π.μ. εἰς τὸν ἱερὸν ναὸν τοῦ Ἁγίου Δημητρίου 40νθήμερον μνημόσυνον ὑπὲρ ἀναπαύσεως τῆς ψυχῆς τοῦ προσφιλοῦς ἡμῶν συζύγου, πατρός, ἀδελφοῦ καὶ θείου. Ἡ σύζυγος, τὰ τέκνα, οἱ ἀδελφοί, οἱ λοιποὶ συγγενεῖς. (399, 602, 587, 705)
notice-text: Τελοῦμεν αὔριον 11 π.μ. εἰς τὸν ἱερὸν ναὸν Ἁγίας Κυριακῆς μνημόσυνον. Τὰ τέκνα, τὰ ἐγγόνια. (597, 1148, 788, 1186)
paragraph: Στὸν ἄγνωστον μας φιλόφρονα εὐχαριστοῦμε θερμὰ ὅλους ὅσοι παρέστησαν στὴν κηδεία τοῦ ἀγαπητοῦ μας. (24, 122, 192, 173)
second-deck: Ἡ «ἀνωτατοποίηση» θὰ γίνει ἔξω ἀπὸ πανεπιστημιακὰ πλαίσια. Αὐξάνονται τὰ ἔτη φοιτήσεως ἀπὸ τὸ 1982 (1225, 1309, 1568, 1369)
margin-mark (4, 1077, 14, 1091)
subhead: Εὐχαριστήρια (61, 104, 155, 118)
notice-name: ΑΘΑΝΑΣΙΟΥ Ν. ΤΣΙΡΟΥ (616, 1256, 768, 1270)
